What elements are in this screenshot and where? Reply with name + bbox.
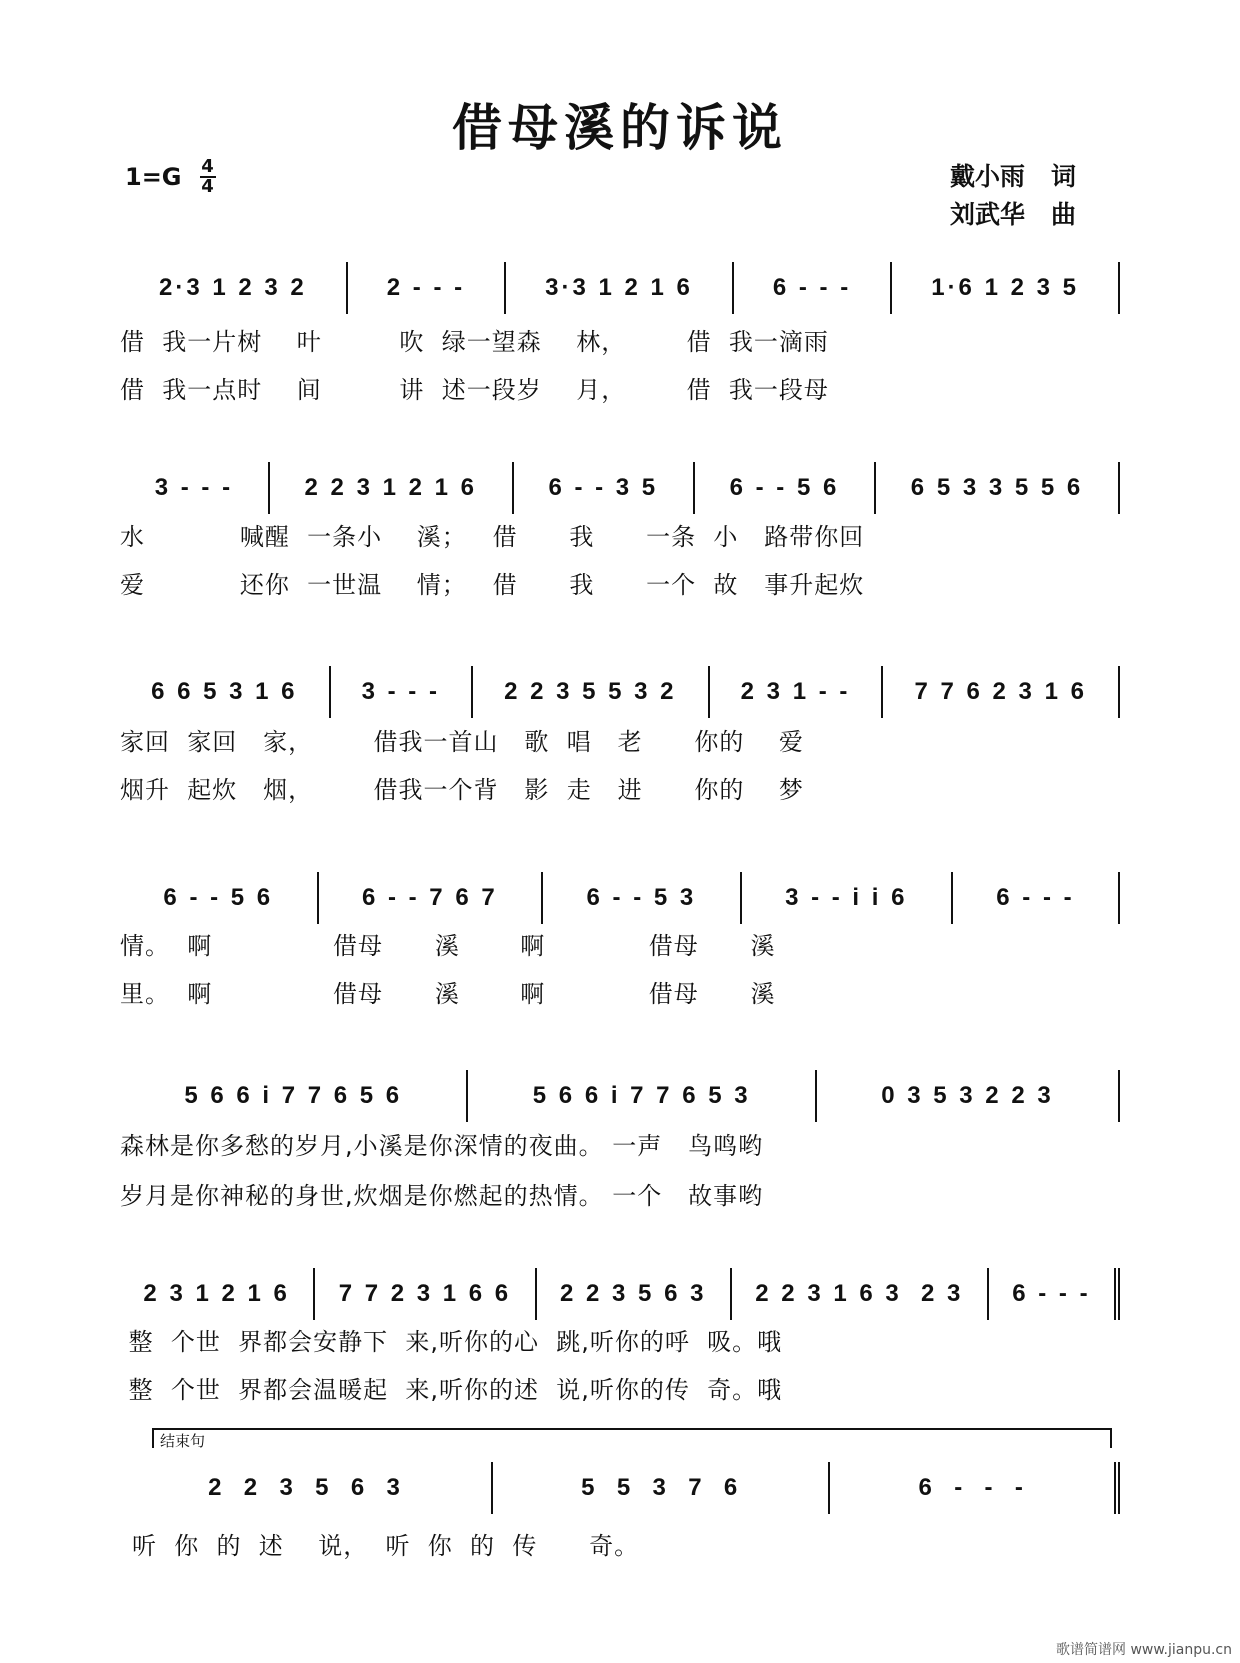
measure: 2 2 3 5 5 3 2: [473, 666, 710, 718]
lyricist: 戴小雨: [950, 162, 1026, 191]
measure: 6 - - 7 6 7: [319, 872, 544, 924]
song-title: 借母溪的诉说: [452, 99, 788, 157]
ending-bracket: [152, 1428, 1112, 1448]
time-bottom: 4: [201, 176, 214, 197]
notation-system: [120, 1070, 1120, 1122]
measure: 6 - - -: [953, 872, 1120, 924]
lyric-line: 家回 家回 家， 借我一首山 歌 唱 老 你的 爱: [120, 728, 804, 756]
measure: 2 3 1 - -: [710, 666, 884, 718]
lyricist-role: 词: [1051, 162, 1077, 191]
measure: 3 - - -: [331, 666, 473, 718]
lyric-line: 森林是你多愁的岁月,小溪是你深情的夜曲。 一声 鸟鸣哟: [120, 1132, 764, 1160]
measure: 3 - - -: [120, 462, 270, 514]
key-signature: [125, 158, 216, 196]
ending-lyric: 听 你 的 述 说， 听 你 的 传 奇。: [132, 1532, 640, 1560]
ending-system: [120, 1462, 1120, 1514]
measure: 6 - - -: [830, 1462, 1120, 1514]
measure: 6 - - 5 6: [120, 872, 319, 924]
notation-system: [120, 262, 1120, 314]
lyric-line: 爱 还你 一世温 情； 借 我 一个 故 事升起炊: [120, 571, 865, 599]
measure: 6 - - 5 6: [695, 462, 876, 514]
notation-system: [120, 1268, 1120, 1320]
measure: 5 5 3 7 6: [493, 1462, 830, 1514]
time-top: 4: [201, 156, 214, 177]
measure: 3·3 1 2 1 6: [506, 262, 734, 314]
lyric-line: 烟升 起炊 烟， 借我一个背 影 走 进 你的 梦: [120, 776, 804, 804]
measure: 2 2 3 1 2 1 6: [270, 462, 514, 514]
lyric-line: 岁月是你神秘的身世,炊烟是你燃起的热情。 一个 故事哟: [120, 1182, 764, 1210]
key-tonic: 1=G: [125, 163, 182, 191]
measure: 6 - - 5 3: [543, 872, 742, 924]
lyric-line: 情。 啊 借母 溪 啊 借母 溪: [120, 932, 776, 960]
measure: 2 2 3 5 6 3: [120, 1462, 493, 1514]
measure: 6 6 5 3 1 6: [120, 666, 331, 718]
measure: 0 3 5 3 2 2 3: [817, 1070, 1120, 1122]
watermark: 歌谱简谱网 www.jianpu.cn: [1056, 1642, 1232, 1658]
notation-system: [120, 666, 1120, 718]
measure: 2 2 3 5 6 3: [537, 1268, 732, 1320]
ending-label: 结束句: [160, 1432, 206, 1450]
measure: 2·3 1 2 3 2: [120, 262, 348, 314]
time-signature: [200, 158, 216, 196]
lyric-line: 整 个世 界都会安静下 来,听你的心 跳,听你的呼 吸。哦: [120, 1328, 783, 1356]
measure: 6 - - -: [989, 1268, 1120, 1320]
credits: [950, 158, 1076, 234]
measure: 6 - - -: [734, 262, 892, 314]
measure: 7 7 6 2 3 1 6: [883, 666, 1120, 718]
lyric-line: 整 个世 界都会温暖起 来,听你的述 说,听你的传 奇。哦: [120, 1376, 783, 1404]
measure: 7 7 2 3 1 6 6: [315, 1268, 536, 1320]
composer-role: 曲: [1051, 200, 1077, 229]
measure: 1·6 1 2 3 5: [892, 262, 1120, 314]
composer: 刘武华: [950, 200, 1026, 229]
lyric-line: 借 我一点时 间 讲 述一段岁 月， 借 我一段母: [120, 376, 829, 404]
measure: 6 - - 3 5: [514, 462, 695, 514]
measure: 2 2 3 1 6 3 2 3: [732, 1268, 989, 1320]
lyric-line: 水 喊醒 一条小 溪； 借 我 一条 小 路带你回: [120, 523, 865, 551]
notation-system: [120, 872, 1120, 924]
lyric-line: 里。 啊 借母 溪 啊 借母 溪: [120, 980, 776, 1008]
measure: 2 - - -: [348, 262, 506, 314]
measure: 3 - - i i 6: [742, 872, 953, 924]
measure: 5 6 6 i 7 7 6 5 6: [120, 1070, 468, 1122]
measure: 6 5 3 3 5 5 6: [876, 462, 1120, 514]
notation-system: [120, 462, 1120, 514]
measure: 5 6 6 i 7 7 6 5 3: [468, 1070, 816, 1122]
lyric-line: 借 我一片树 叶 吹 绿一望森 林， 借 我一滴雨: [120, 328, 829, 356]
measure: 2 3 1 2 1 6: [120, 1268, 315, 1320]
